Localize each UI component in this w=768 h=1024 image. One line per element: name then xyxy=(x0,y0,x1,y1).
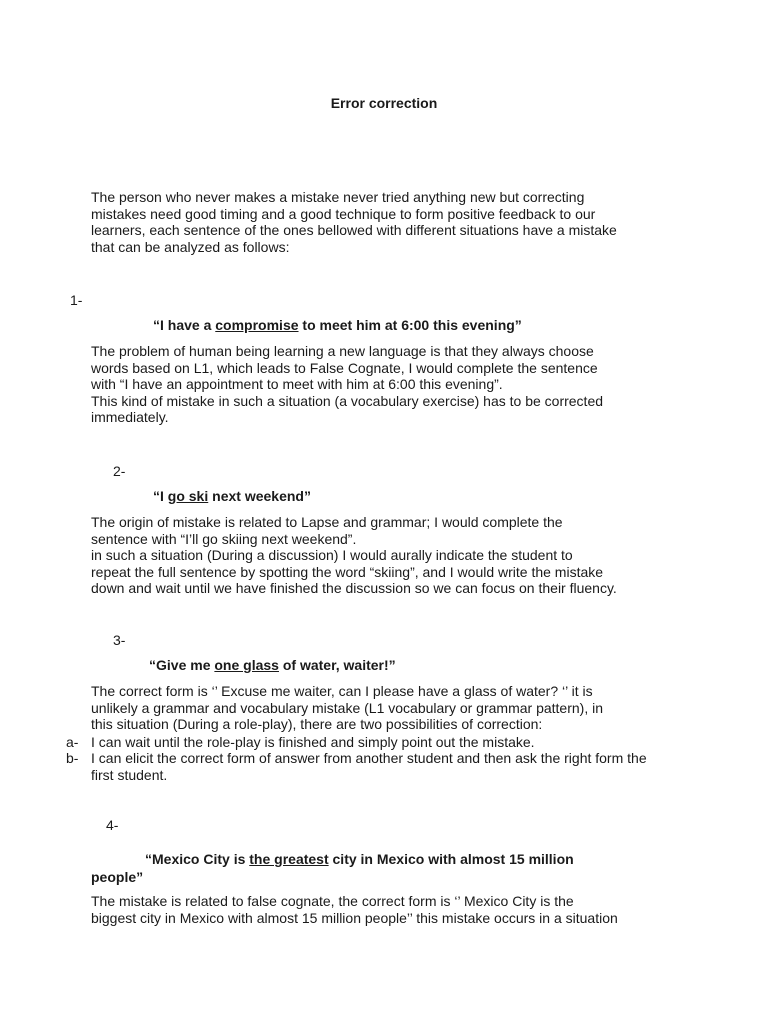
quote-text: to meet him at 6:00 this evening” xyxy=(298,317,522,333)
quote-text: of water, waiter!” xyxy=(278,657,396,673)
example-sentence-4 xyxy=(145,851,574,867)
quote-text: “I have a xyxy=(153,317,216,333)
item-number-2: 2- xyxy=(113,463,126,479)
quote-text: next weekend” xyxy=(208,488,311,504)
intro-paragraph: The person who never makes a mistake never tried anything new but correcting mistakes need good timing and a good technique to form positive feedback to our learners, each sentence of the ones bellowed with different situations have a mistake that can be analyzed as follows: xyxy=(91,189,617,255)
item-number-4: 4- xyxy=(106,817,119,833)
explanation-3: The correct form is ‘’ Excuse me waiter, can I please have a glass of water? ‘’ it is unlikely a grammar and vocabulary mistake (L1 vocabulary or grammar pattern), in this situation (During a role-play), there are two possibilities of correction: xyxy=(91,683,603,733)
item-number-1: 1- xyxy=(70,292,83,308)
quote-text: “Give me xyxy=(149,657,215,673)
explanation-2: The origin of mistake is related to Lapse and grammar; I would complete the sentence with “I’ll go skiing next weekend”. in such a situation (During a discussion) I would aurally indicate the student to repeat the full sentence by spotting the word “skiing”, and I would write the mistake down and wait until we have finished the discussion so we can focus on their fluency. xyxy=(91,514,617,597)
example-sentence-1 xyxy=(153,317,522,333)
underlined-mistake: go ski xyxy=(167,488,209,504)
quote-text: “I xyxy=(153,488,168,504)
explanation-4: The mistake is related to false cognate, the correct form is ‘’ Mexico City is the biggest city in Mexico with almost 15 million people’’ this mistake occurs in a situation xyxy=(91,893,618,926)
option-marker-a: a- xyxy=(66,734,79,750)
underlined-mistake: one glass xyxy=(214,657,279,673)
explanation-1: The problem of human being learning a new language is that they always choose words based on L1, which leads to False Cognate, I would complete the sentence with “I have an appointment to meet with him at 6:00 this evening”. This kind of mistake in such a situation (a vocabulary exercise) has to be corrected immediately. xyxy=(91,343,604,426)
example-sentence-2 xyxy=(153,488,311,504)
underlined-mistake: compromise xyxy=(215,317,299,333)
item-number-3: 3- xyxy=(113,632,126,648)
underlined-mistake: the greatest xyxy=(249,851,329,867)
option-text-a: I can wait until the role-play is finished and simply point out the mistake. xyxy=(91,734,535,750)
document-title: Error correction xyxy=(330,95,438,111)
example-sentence-4-continued: people” xyxy=(91,869,144,885)
quote-text: “Mexico City is xyxy=(145,851,250,867)
option-text-b: I can elicit the correct form of answer from another student and then ask the right form the first student. xyxy=(91,750,647,783)
option-marker-b: b- xyxy=(66,750,79,766)
quote-text: city in Mexico with almost 15 million xyxy=(328,851,574,867)
example-sentence-3 xyxy=(149,657,396,673)
